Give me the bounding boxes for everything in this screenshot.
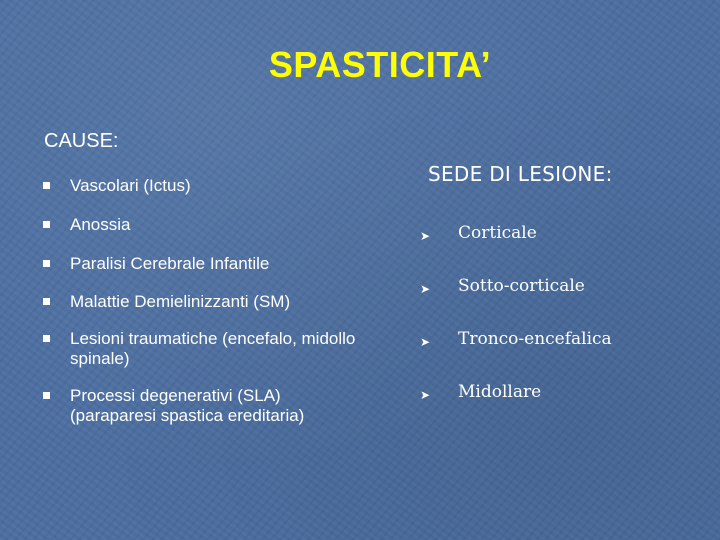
list-item <box>42 329 370 369</box>
list-item <box>42 215 402 235</box>
arrowhead-bullet-icon: ➤ <box>420 282 431 296</box>
site-heading: SEDE DI LESIONE: <box>428 162 613 186</box>
cause-text: Anossia <box>70 215 131 234</box>
square-bullet-icon <box>43 335 50 342</box>
square-bullet-icon <box>43 182 50 189</box>
arrowhead-bullet-icon: ➤ <box>420 388 431 402</box>
causes-list <box>42 176 402 426</box>
square-bullet-icon <box>43 260 50 267</box>
list-item <box>42 386 370 426</box>
causes-label: CAUSE: <box>44 130 119 152</box>
arrowhead-bullet-icon: ➤ <box>420 335 431 349</box>
square-bullet-icon <box>43 298 50 305</box>
list-item <box>420 328 612 381</box>
cause-text: Lesioni traumatiche (encefalo, midollo spinale) <box>70 329 356 368</box>
site-text: Corticale <box>458 223 537 243</box>
arrowhead-bullet-icon: ➤ <box>420 229 431 243</box>
square-bullet-icon <box>43 221 50 228</box>
list-item <box>420 275 612 328</box>
list-item <box>420 381 612 434</box>
list-item <box>42 292 402 312</box>
sites-list <box>420 222 612 434</box>
site-text: Midollare <box>458 382 542 402</box>
cause-text: Malattie Demielinizzanti (SM) <box>70 292 291 311</box>
site-text: Tronco-encefalica <box>458 329 612 349</box>
square-bullet-icon <box>43 392 50 399</box>
list-item <box>42 176 402 196</box>
list-item <box>420 222 612 275</box>
site-text: Sotto-corticale <box>458 276 585 296</box>
cause-text: Processi degenerativi (SLA) (paraparesi spastica ereditaria) <box>70 386 305 425</box>
cause-text: Paralisi Cerebrale Infantile <box>70 254 270 273</box>
slide-title: SPASTICITA’ <box>268 44 492 85</box>
cause-text: Vascolari (Ictus) <box>70 176 191 195</box>
list-item <box>42 254 402 274</box>
